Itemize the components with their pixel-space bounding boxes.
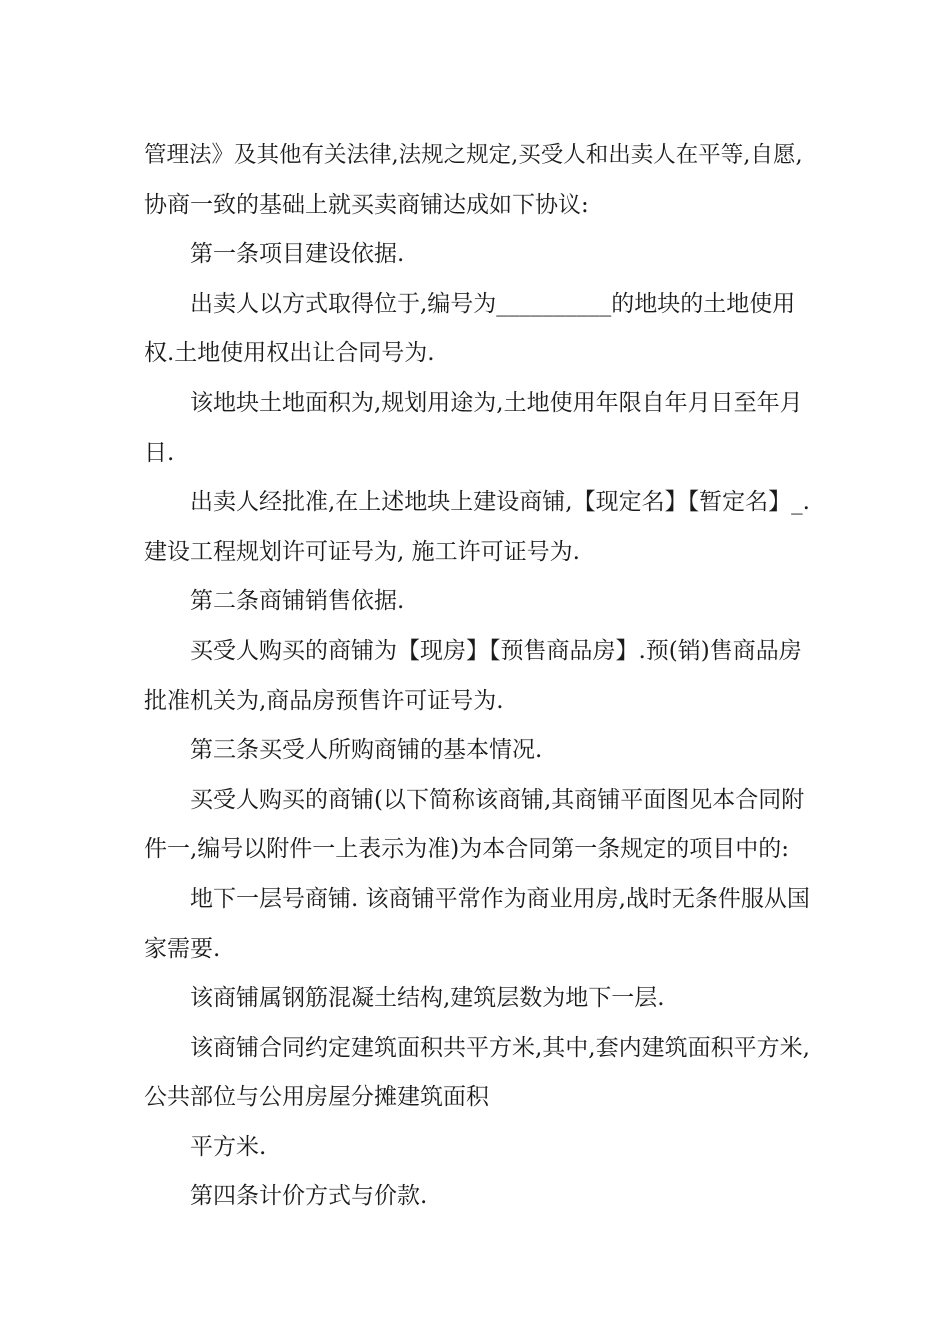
text-line: 该商铺合同约定建筑面积共平方米,其中,套内建筑面积平方米, (190, 1034, 810, 1061)
text-line: 第四条计价方式与价款. (190, 1183, 428, 1210)
text-line: 出卖人以方式取得位于,编号为__________的地块的土地使用 (190, 290, 796, 317)
text-line: 日. (144, 439, 175, 466)
text-line: 买受人购买的商铺为【现房】【预售商品房】.预(销)售商品房 (190, 637, 802, 664)
text-line: 件一,编号以附件一上表示为准)为本合同第一条规定的项目中的: (144, 836, 790, 863)
text-line: 地下一层号商铺. 该商铺平常作为商业用房,战时无条件服从国 (190, 885, 810, 912)
text-line: 出卖人经批准,在上述地块上建设商铺,【现定名】【暂定名】_. (190, 489, 810, 516)
text-line: 该商铺属钢筋混凝土结构,建筑层数为地下一层. (190, 985, 665, 1012)
document-body (144, 131, 814, 1222)
text-line: 买受人购买的商铺(以下简称该商铺,其商铺平面图见本合同附 (190, 786, 805, 813)
text-line: 第一条项目建设依据. (190, 241, 405, 268)
text-line: 建设工程规划许可证号为, 施工许可证号为. (144, 538, 580, 565)
text-line: 该地块土地面积为,规划用途为,土地使用年限自年月日至年月 (190, 389, 803, 416)
text-line: 公共部位与公用房屋分摊建筑面积 (144, 1084, 489, 1111)
text-line: 第三条买受人所购商铺的基本情况. (190, 737, 543, 764)
text-line: 协商一致的基础上就买卖商铺达成如下协议: (144, 191, 589, 218)
text-line: 权.土地使用权出让合同号为. (144, 340, 435, 367)
text-line: 批准机关为,商品房预售许可证号为. (144, 687, 504, 714)
text-line: 平方米. (190, 1133, 267, 1160)
text-line: 管理法》及其他有关法律,法规之规定,买受人和出卖人在平等,自愿, (144, 142, 803, 168)
text-line: 家需要. (144, 935, 221, 962)
text-line: 第二条商铺销售依据. (190, 588, 405, 615)
